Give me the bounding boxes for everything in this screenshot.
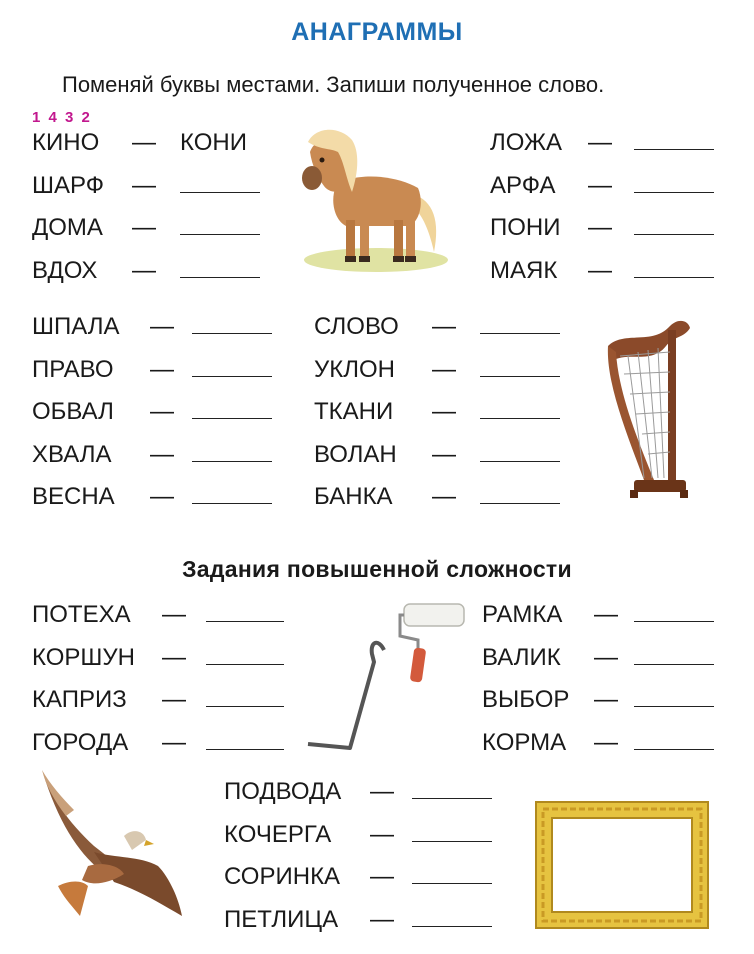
anagram-row — [32, 256, 260, 286]
dash-separator: — — [370, 820, 394, 848]
kite-bird-illustration — [28, 766, 188, 932]
anagram-row — [224, 905, 492, 935]
answer-blank-line[interactable] — [634, 749, 714, 750]
anagram-row — [482, 685, 714, 715]
anagram-word: ВДОХ — [32, 256, 98, 284]
dash-separator: — — [162, 686, 186, 713]
anagram-row — [482, 728, 714, 758]
answer-blank-line[interactable] — [634, 234, 714, 235]
anagram-word: ПЕТЛИЦА — [224, 905, 339, 933]
anagram-word: ХВАЛА — [32, 440, 112, 468]
dash-separator: — — [594, 728, 618, 756]
anagram-word: ЛОЖА — [490, 129, 563, 156]
dash-separator: — — [162, 728, 186, 756]
dash-separator: — — [162, 601, 186, 628]
anagram-row — [32, 171, 260, 201]
anagram-word: ВАЛИК — [482, 643, 561, 671]
answer-blank-line[interactable] — [412, 798, 492, 799]
dash-separator: — — [150, 313, 174, 340]
anagram-row — [32, 355, 272, 385]
anagram-row — [32, 482, 272, 512]
answer-blank-line[interactable] — [412, 841, 492, 842]
answer-blank-line[interactable] — [480, 376, 560, 377]
harp-illustration — [600, 312, 696, 502]
anagram-row — [314, 355, 560, 385]
anagram-word: ПОНИ — [490, 214, 561, 241]
answer-blank-line[interactable] — [180, 234, 260, 235]
answer-blank-line[interactable] — [412, 926, 492, 927]
anagram-row — [32, 440, 272, 470]
anagram-row — [314, 397, 560, 427]
dash-separator: — — [150, 398, 174, 425]
anagram-row — [224, 777, 492, 807]
anagram-word: БАНКА — [314, 483, 393, 510]
dash-separator: — — [162, 643, 186, 671]
answer-blank-line[interactable] — [634, 664, 714, 665]
dash-separator: — — [432, 483, 456, 510]
anagram-row — [32, 213, 260, 243]
anagram-word: КАПРИЗ — [32, 686, 127, 713]
advanced-section-title: Задания повышенной сложности — [182, 556, 572, 582]
anagram-row — [32, 397, 272, 427]
answer-blank-line[interactable] — [206, 621, 284, 622]
dash-separator: — — [594, 686, 618, 713]
answer-blank-line[interactable] — [634, 621, 714, 622]
anagram-word: КОРШУН — [32, 643, 135, 671]
dash-separator: — — [150, 483, 174, 510]
answer-blank-line[interactable] — [206, 664, 284, 665]
answer-blank-line[interactable] — [192, 418, 272, 419]
anagram-row — [224, 820, 492, 850]
dash-separator: — — [132, 129, 156, 156]
hint-numbers: 1 4 3 2 — [32, 109, 92, 126]
dash-separator: — — [150, 440, 174, 468]
anagram-row — [490, 213, 714, 243]
dash-separator: — — [132, 256, 156, 284]
anagram-word: ПРАВО — [32, 355, 114, 383]
anagram-row — [32, 128, 260, 158]
instruction-text: Поменяй буквы местами. Запиши полученное слово. — [62, 72, 605, 97]
dash-separator: — — [150, 355, 174, 383]
anagram-word: ШАРФ — [32, 171, 104, 199]
dash-separator: — — [370, 778, 394, 805]
dash-separator: — — [132, 214, 156, 241]
anagram-word: ШПАЛА — [32, 313, 120, 340]
dash-separator: — — [432, 313, 456, 340]
anagram-row — [314, 440, 560, 470]
dash-separator: — — [588, 171, 612, 199]
anagram-row — [314, 482, 560, 512]
anagram-word: ВОЛАН — [314, 440, 397, 468]
answer-blank-line[interactable] — [192, 376, 272, 377]
answer-blank-line[interactable] — [192, 461, 272, 462]
anagram-row — [482, 643, 714, 673]
anagram-word: СЛОВО — [314, 313, 399, 340]
poker-illustration — [300, 636, 400, 756]
anagram-word: КОЧЕРГА — [224, 820, 332, 848]
anagram-row — [482, 600, 714, 630]
dash-separator: — — [588, 256, 612, 284]
anagram-word: ГОРОДА — [32, 728, 129, 756]
answer-blank-line[interactable] — [192, 503, 272, 504]
dash-separator: — — [432, 398, 456, 425]
anagram-word: ПОДВОДА — [224, 778, 342, 805]
answer-blank-line[interactable] — [634, 149, 714, 150]
pony-illustration — [294, 122, 450, 274]
answer-blank-line[interactable] — [192, 333, 272, 334]
anagram-word: ДОМА — [32, 214, 103, 241]
anagram-word: КОРМА — [482, 728, 567, 756]
anagram-row — [32, 685, 284, 715]
anagram-row — [490, 256, 714, 286]
anagram-word: ТКАНИ — [314, 398, 394, 425]
answer-blank-line[interactable] — [634, 277, 714, 278]
answer-blank-line[interactable] — [480, 461, 560, 462]
anagram-word: ВЕСНА — [32, 483, 115, 510]
anagram-word: УКЛОН — [314, 355, 395, 383]
answer-blank-line[interactable] — [412, 883, 492, 884]
anagram-word: ПОТЕХА — [32, 601, 131, 628]
anagram-word: АРФА — [490, 171, 556, 199]
anagram-row — [32, 728, 284, 758]
answer-blank-line[interactable] — [206, 749, 284, 750]
answer-blank-line[interactable] — [480, 418, 560, 419]
anagram-word: МАЯК — [490, 256, 558, 284]
answer-blank-line[interactable] — [634, 192, 714, 193]
dash-separator: — — [432, 355, 456, 383]
anagram-word: ВЫБОР — [482, 686, 570, 713]
anagram-word: ОБВАЛ — [32, 398, 114, 425]
dash-separator: — — [432, 440, 456, 468]
anagram-row — [32, 312, 272, 342]
answer-example: КОНИ — [180, 129, 247, 156]
picture-frame-illustration — [534, 800, 710, 930]
anagram-row — [32, 600, 284, 630]
dash-separator: — — [370, 905, 394, 933]
answer-blank-line[interactable] — [480, 333, 560, 334]
anagram-row — [224, 862, 492, 892]
dash-separator: — — [588, 129, 612, 156]
paint-roller-illustration — [398, 600, 470, 686]
anagram-word: КИНО — [32, 129, 100, 156]
answer-blank-line[interactable] — [180, 277, 260, 278]
anagram-word: РАМКА — [482, 601, 563, 628]
dash-separator: — — [132, 171, 156, 199]
anagram-row — [490, 171, 714, 201]
dash-separator: — — [588, 214, 612, 241]
answer-blank-line[interactable] — [480, 503, 560, 504]
dash-separator: — — [594, 601, 618, 628]
anagram-row — [32, 643, 284, 673]
dash-separator: — — [594, 643, 618, 671]
answer-blank-line[interactable] — [634, 706, 714, 707]
anagram-word: СОРИНКА — [224, 863, 341, 890]
answer-blank-line[interactable] — [206, 706, 284, 707]
anagram-row — [490, 128, 714, 158]
answer-blank-line[interactable] — [180, 192, 260, 193]
worksheet-title: АНАГРАММЫ — [291, 18, 463, 46]
anagram-row — [314, 312, 560, 342]
dash-separator: — — [370, 863, 394, 890]
